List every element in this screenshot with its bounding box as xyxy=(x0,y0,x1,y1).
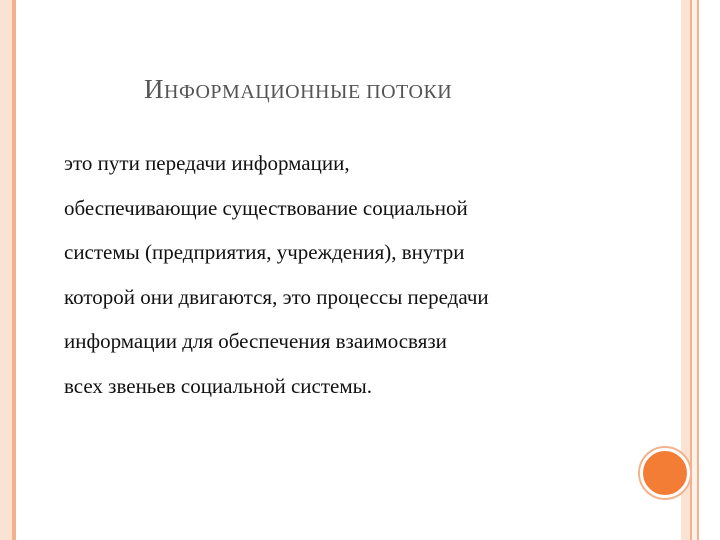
body-line-3: системы (предприятия, учреждения), внутри xyxy=(64,240,465,264)
body-line-1: это пути передачи информации, xyxy=(64,151,350,175)
body-line-4: которой они двигаются, это процессы передачи xyxy=(64,284,489,309)
right-frame-line-outer xyxy=(697,0,699,540)
body-line-5: информации для обеспечения взаимосвязи xyxy=(64,329,447,353)
slide-title-first-letter: И xyxy=(144,74,164,104)
slide-title-rest: НФОРМАЦИОННЫЕ ПОТОКИ xyxy=(164,81,453,103)
left-frame-line xyxy=(12,0,16,540)
slide-title xyxy=(144,74,452,105)
body-line-2: обеспечивающие существование социальной xyxy=(64,195,468,220)
body-line-6: всех звеньев социальной системы. xyxy=(64,373,372,398)
slide-body xyxy=(64,141,644,408)
left-frame-band xyxy=(0,0,12,540)
decorative-circle xyxy=(640,448,690,498)
